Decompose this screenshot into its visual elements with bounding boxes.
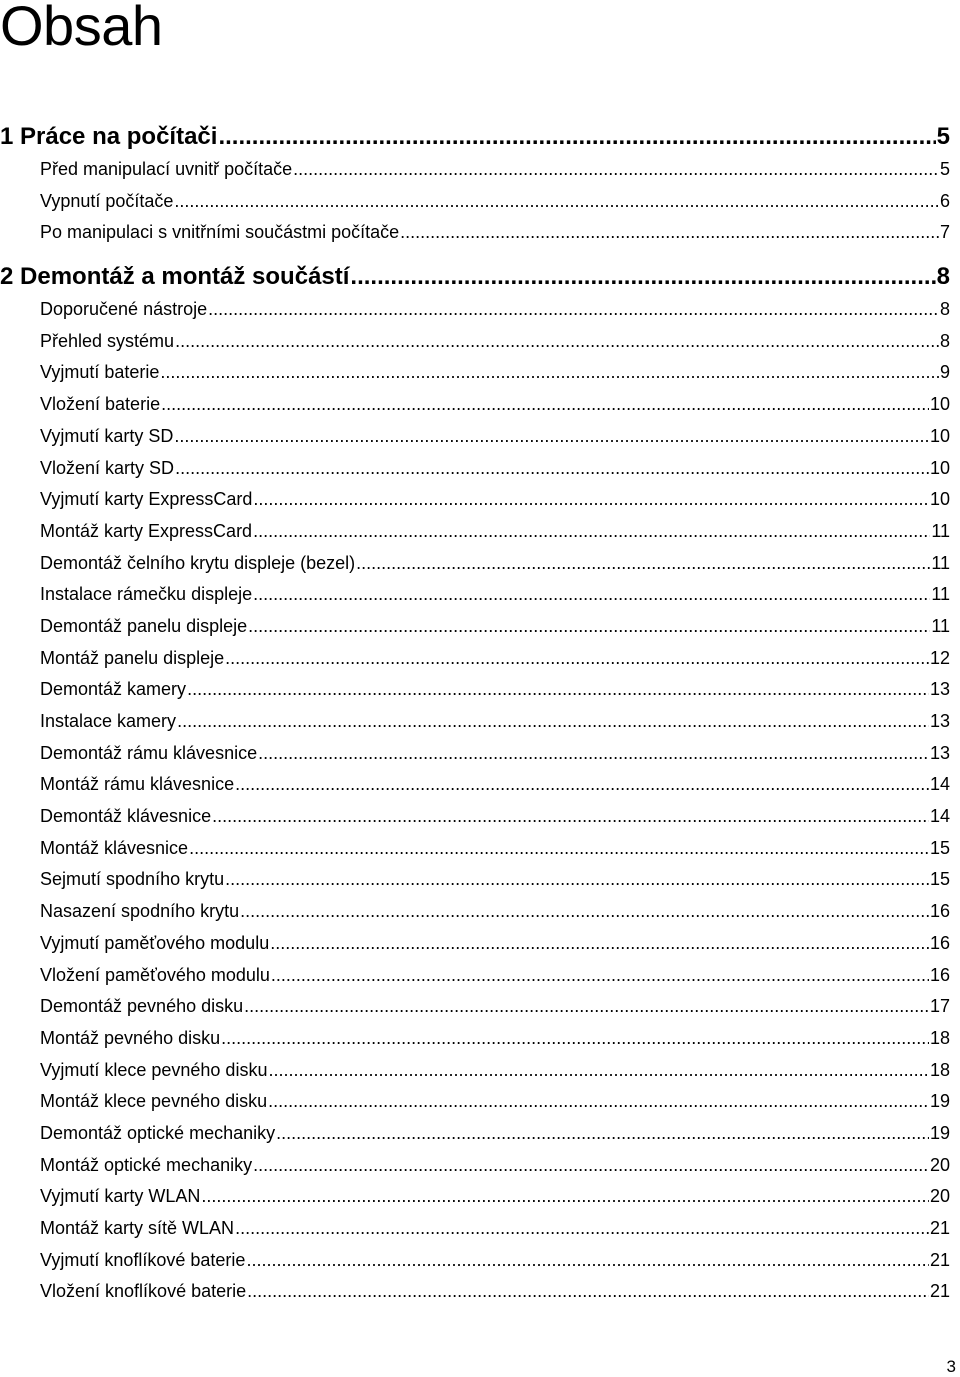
toc-dot-leader	[244, 991, 929, 1023]
toc-section-title: Demontáž optické mechaniky	[40, 1122, 276, 1143]
toc-section-title: Nasazení spodního krytu	[40, 901, 240, 922]
toc-dot-leader	[208, 294, 939, 326]
toc-section-title: Montáž klece pevného disku	[40, 1091, 268, 1112]
toc-section-entry[interactable]	[0, 896, 950, 928]
toc-section-page: 10	[929, 425, 950, 446]
toc-dot-leader	[174, 186, 939, 218]
toc-dot-leader	[253, 1150, 929, 1182]
toc-section-title: Vyjmutí paměťového modulu	[40, 932, 270, 953]
toc-section-entry[interactable]	[0, 674, 950, 706]
toc-section-title: Instalace rámečku displeje	[40, 584, 253, 605]
toc-section-title: Demontáž rámu klávesnice	[40, 742, 258, 763]
toc-section-page: 21	[929, 1249, 950, 1270]
toc-dot-leader	[258, 738, 929, 770]
toc-chapter-page: 5	[936, 123, 950, 150]
toc-dot-leader	[240, 896, 929, 928]
toc-dot-leader	[270, 928, 929, 960]
toc-section-entry[interactable]	[0, 1150, 950, 1182]
toc-section-title: Vyjmutí klece pevného disku	[40, 1059, 268, 1080]
toc-dot-leader	[271, 960, 929, 992]
toc-section-entry[interactable]	[0, 516, 950, 548]
toc-dot-leader	[221, 1023, 929, 1055]
toc-section-page: 15	[929, 837, 950, 858]
toc-section-title: Vyjmutí baterie	[40, 362, 160, 383]
toc-section-entry[interactable]	[0, 928, 950, 960]
toc-section-entry[interactable]	[0, 453, 950, 485]
toc-dot-leader	[253, 579, 930, 611]
toc-section-entry[interactable]	[0, 217, 950, 249]
toc-section-title: Demontáž klávesnice	[40, 806, 212, 827]
toc-section-page: 11	[931, 520, 950, 541]
toc-section-title: Instalace kamery	[40, 711, 177, 731]
toc-section-entry[interactable]	[0, 611, 950, 643]
toc-section-entry[interactable]	[0, 864, 950, 896]
toc-section-page: 18	[929, 1059, 950, 1080]
toc-section-title: Montáž panelu displeje	[40, 647, 225, 668]
toc-dot-leader	[253, 516, 930, 548]
toc-section-title: Demontáž pevného disku	[40, 996, 244, 1017]
toc-section-entry[interactable]	[0, 833, 950, 865]
toc-section-title: Doporučené nástroje	[40, 299, 208, 320]
toc-dot-leader	[189, 833, 929, 865]
toc-section-entry[interactable]	[0, 484, 950, 516]
toc-section-page: 14	[929, 806, 950, 827]
toc-section-page: 15	[929, 869, 950, 890]
toc-dot-leader	[293, 154, 939, 186]
toc-section-title: Přehled systému	[40, 330, 175, 351]
toc-section-title: Vyjmutí karty SD	[40, 425, 174, 446]
toc-section-title: Sejmutí spodního krytu	[40, 869, 225, 890]
toc-dot-leader	[400, 217, 939, 249]
toc-section-entry[interactable]	[0, 1118, 950, 1150]
toc-section-page: 16	[929, 964, 950, 985]
toc-section-entry[interactable]	[0, 706, 950, 738]
toc-section-entry[interactable]	[0, 1213, 950, 1245]
toc-section-title: Montáž optické mechaniky	[40, 1154, 253, 1175]
toc-section-entry[interactable]	[0, 643, 950, 675]
toc-section-title: Vyjmutí knoflíkové baterie	[40, 1249, 246, 1270]
toc-dot-leader	[268, 1055, 929, 1087]
toc-dot-leader	[201, 1181, 929, 1213]
toc-dot-leader	[175, 326, 939, 358]
toc-dot-leader	[235, 769, 929, 801]
toc-dot-leader	[235, 1213, 929, 1245]
toc-section-title: Montáž klávesnice	[40, 837, 189, 858]
toc-dot-leader	[225, 864, 929, 896]
toc-section-page: 11	[931, 584, 950, 605]
toc-section-title: Demontáž kamery	[40, 679, 187, 700]
toc-section-page: 10	[929, 394, 950, 415]
toc-section-title: Vložení paměťového modulu	[40, 964, 270, 985]
toc-section-entry[interactable]	[0, 357, 950, 389]
toc-section-entry[interactable]	[0, 960, 950, 992]
toc-section-entry[interactable]	[0, 1181, 950, 1213]
toc-section-entry[interactable]	[0, 801, 950, 833]
toc-section-page: 13	[929, 711, 950, 731]
toc-section-page: 18	[929, 1027, 950, 1048]
toc-section-entry[interactable]	[0, 389, 950, 421]
toc-dot-leader	[177, 706, 929, 738]
toc-section-page: 8	[939, 299, 950, 320]
table-of-contents	[0, 120, 950, 1308]
toc-dot-leader	[160, 357, 939, 389]
toc-section-entry[interactable]	[0, 548, 950, 580]
toc-section-page: 5	[939, 159, 950, 179]
toc-dot-leader	[161, 389, 929, 421]
toc-section-entry[interactable]	[0, 991, 950, 1023]
toc-section-page: 19	[929, 1091, 950, 1112]
toc-section-title: Vložení knoflíkové baterie	[40, 1281, 247, 1302]
page-title: Obsah	[0, 0, 163, 57]
toc-chapter-entry[interactable]	[0, 120, 950, 154]
toc-section-page: 13	[929, 742, 950, 763]
toc-dot-leader	[268, 1086, 929, 1118]
toc-section-title: Vyjmutí karty WLAN	[40, 1186, 201, 1207]
toc-dot-leader	[247, 1276, 929, 1308]
toc-chapter-title: 2 Demontáž a montáž součástí	[0, 263, 350, 291]
toc-section-entry[interactable]	[0, 421, 950, 453]
toc-section-title: Vložení baterie	[40, 394, 161, 415]
toc-section-entry[interactable]	[0, 294, 950, 326]
toc-section-page: 8	[939, 330, 950, 351]
toc-section-page: 10	[929, 457, 950, 478]
toc-dot-leader	[276, 1118, 929, 1150]
toc-section-page: 21	[929, 1281, 950, 1302]
toc-section-entry[interactable]	[0, 186, 950, 218]
toc-section-page: 16	[929, 932, 950, 953]
toc-section-page: 11	[931, 615, 950, 636]
toc-section-page: 21	[929, 1218, 950, 1238]
toc-section-entry[interactable]	[0, 579, 950, 611]
toc-section-title: Montáž pevného disku	[40, 1027, 221, 1048]
toc-section-page: 17	[929, 996, 950, 1017]
toc-dot-leader	[253, 484, 929, 516]
toc-section-page: 20	[929, 1186, 950, 1207]
toc-section-entry[interactable]	[0, 769, 950, 801]
toc-section-page: 20	[929, 1154, 950, 1175]
toc-section-entry[interactable]	[0, 1023, 950, 1055]
toc-section-entry[interactable]	[0, 1245, 950, 1277]
toc-section-title: Demontáž panelu displeje	[40, 615, 248, 636]
toc-chapter-entry[interactable]	[0, 260, 950, 294]
toc-section-page: 7	[939, 222, 950, 243]
toc-section-entry[interactable]	[0, 1055, 950, 1087]
toc-chapter-title: 1 Práce na počítači	[0, 123, 218, 150]
toc-section-title: Montáž karty sítě WLAN	[40, 1218, 235, 1238]
toc-section-title: Vyjmutí karty ExpressCard	[40, 489, 253, 510]
toc-section-title: Montáž rámu klávesnice	[40, 774, 235, 795]
toc-section-title: Vložení karty SD	[40, 457, 175, 478]
toc-section-entry[interactable]	[0, 1276, 950, 1308]
toc-dot-leader	[350, 260, 935, 294]
toc-chapter-page: 8	[936, 263, 950, 291]
toc-dot-leader	[248, 611, 930, 643]
toc-section-entry[interactable]	[0, 1086, 950, 1118]
toc-dot-leader	[174, 421, 929, 453]
toc-dot-leader	[246, 1245, 929, 1277]
toc-section-page: 10	[929, 489, 950, 510]
toc-dot-leader	[212, 801, 929, 833]
toc-section-title: Vypnutí počítače	[40, 190, 174, 211]
toc-section-title: Po manipulaci s vnitřními součástmi počítače	[40, 222, 400, 243]
toc-section-page: 6	[939, 190, 950, 211]
toc-dot-leader	[175, 453, 929, 485]
toc-dot-leader	[356, 548, 930, 580]
toc-section-entry[interactable]	[0, 326, 950, 358]
toc-section-page: 9	[939, 362, 950, 383]
toc-section-page: 16	[929, 901, 950, 922]
toc-section-entry[interactable]	[0, 738, 950, 770]
toc-dot-leader	[187, 674, 929, 706]
toc-section-entry[interactable]	[0, 154, 950, 186]
toc-section-page: 19	[929, 1122, 950, 1143]
toc-section-page: 11	[931, 552, 950, 573]
toc-dot-leader	[225, 643, 929, 675]
toc-section-page: 12	[929, 647, 950, 668]
page-number: 3	[946, 1357, 956, 1376]
toc-section-page: 13	[929, 679, 950, 700]
toc-section-title: Před manipulací uvnitř počítače	[40, 159, 293, 179]
toc-section-page: 14	[929, 774, 950, 795]
toc-dot-leader	[218, 120, 935, 154]
toc-section-title: Montáž karty ExpressCard	[40, 520, 253, 541]
toc-section-title: Demontáž čelního krytu displeje (bezel)	[40, 552, 356, 573]
